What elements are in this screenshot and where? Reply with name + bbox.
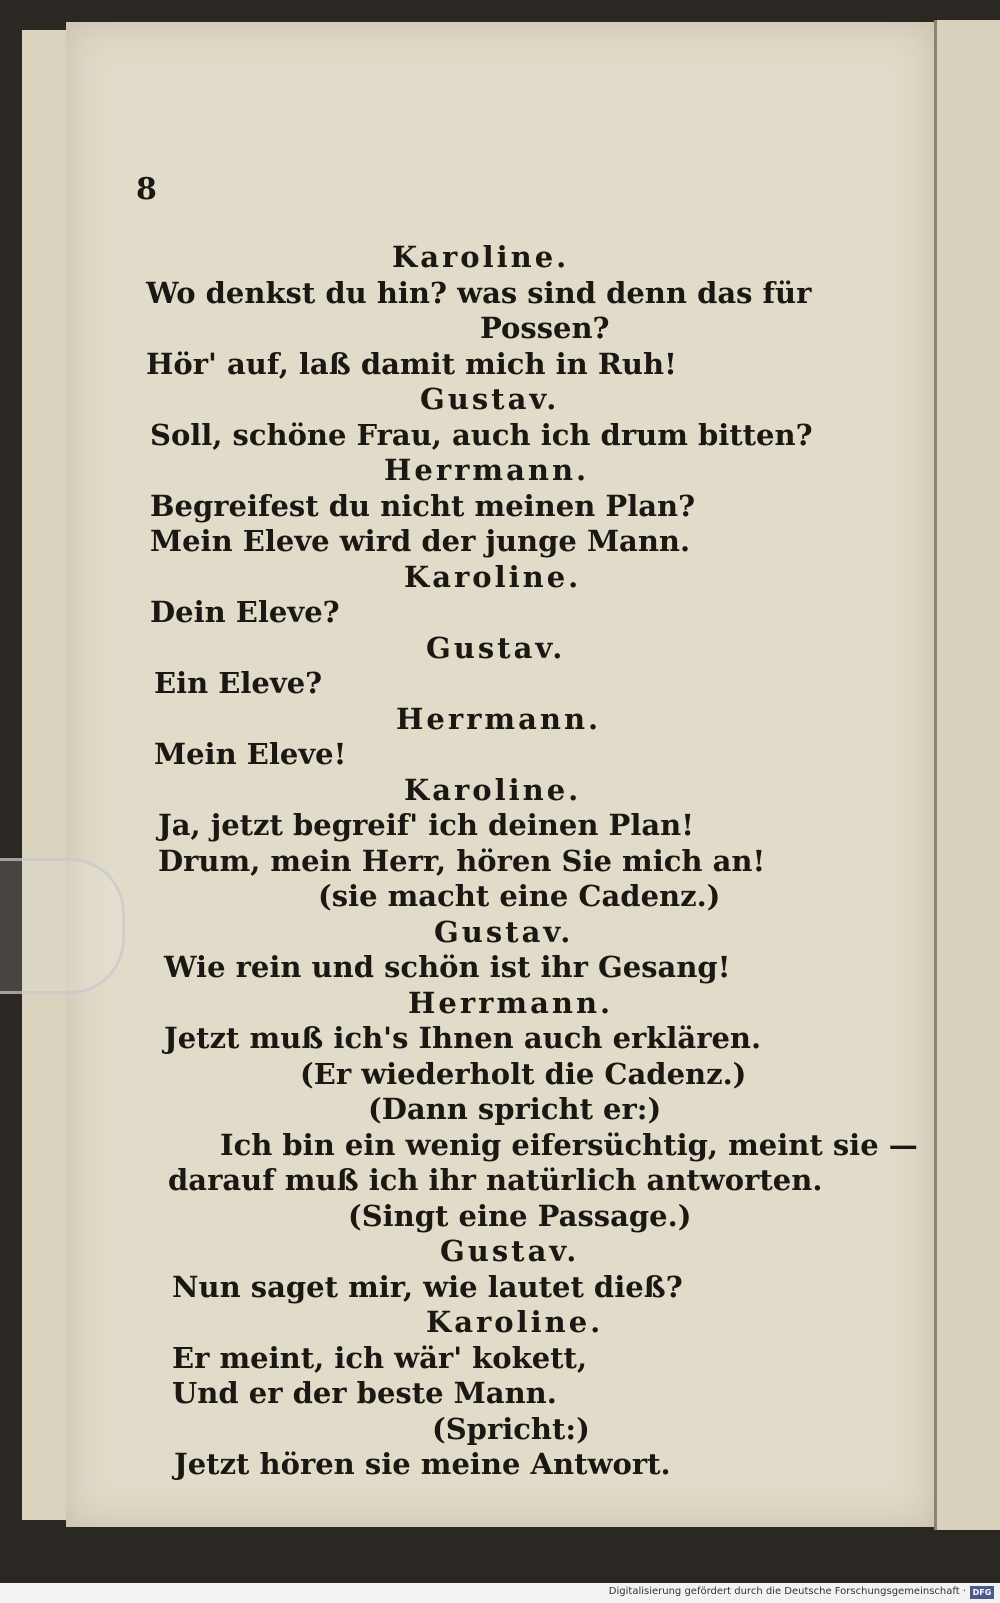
speaker-name: Karoline. <box>404 560 582 594</box>
speaker-name: Karoline. <box>404 773 582 807</box>
verse-line: Und er der beste Mann. <box>172 1376 557 1410</box>
stage-direction: (Er wiederholt die Cadenz.) <box>300 1057 747 1091</box>
speaker-name: Gustav. <box>426 631 566 665</box>
stage-direction: (Dann spricht er:) <box>368 1092 662 1126</box>
verse-line: Drum, mein Herr, hören Sie mich an! <box>158 844 766 878</box>
book-edge-left <box>22 30 71 1520</box>
footer-credit: Digitalisierung gefördert durch die Deutsche Forschungsgemeinschaft · <box>608 1586 966 1597</box>
verse-line: Soll, schöne Frau, auch ich drum bitten? <box>150 418 813 452</box>
stage-direction: (Singt eine Passage.) <box>348 1199 692 1233</box>
verse-line: Jetzt muß ich's Ihnen auch erklären. <box>164 1021 762 1055</box>
page-number: 8 <box>136 172 157 207</box>
verse-line: Hör' auf, laß damit mich in Ruh! <box>146 347 677 381</box>
verse-line: darauf muß ich ihr natürlich antworten. <box>168 1163 823 1197</box>
speaker-name: Herrmann. <box>396 702 602 736</box>
verse-line: Nun saget mir, wie lautet dieß? <box>172 1270 683 1304</box>
stage-direction: (Spricht:) <box>432 1412 590 1446</box>
speaker-name: Gustav. <box>440 1234 580 1268</box>
speaker-name: Karoline. <box>392 240 570 274</box>
verse-line: Begreifest du nicht meinen Plan? <box>150 489 696 523</box>
verse-line: Mein Eleve! <box>154 737 347 771</box>
verse-line: Ja, jetzt begreif' ich deinen Plan! <box>158 808 694 842</box>
speaker-name: Gustav. <box>420 382 560 416</box>
speaker-name: Herrmann. <box>408 986 614 1020</box>
verse-line: Ich bin ein wenig eifersüchtig, meint sie — <box>220 1128 918 1162</box>
verse-line: Wo denkst du hin? was sind denn das für <box>146 276 812 310</box>
stage-direction: (sie macht eine Cadenz.) <box>318 879 721 913</box>
verse-line: Dein Eleve? <box>150 595 340 629</box>
speaker-name: Karoline. <box>426 1305 604 1339</box>
book-page-right <box>934 20 1000 1530</box>
speaker-name: Gustav. <box>434 915 574 949</box>
verse-line: Possen? <box>480 311 610 345</box>
verse-line: Mein Eleve wird der junge Mann. <box>150 524 691 558</box>
verse-line: Wie rein und schön ist ihr Gesang! <box>164 950 731 984</box>
page-clip <box>0 858 125 994</box>
verse-line: Ein Eleve? <box>154 666 323 700</box>
speaker-name: Herrmann. <box>384 453 590 487</box>
verse-line: Er meint, ich wär' kokett, <box>172 1341 588 1375</box>
verse-line: Jetzt hören sie meine Antwort. <box>174 1447 671 1481</box>
dfg-logo: DFG <box>970 1586 994 1599</box>
